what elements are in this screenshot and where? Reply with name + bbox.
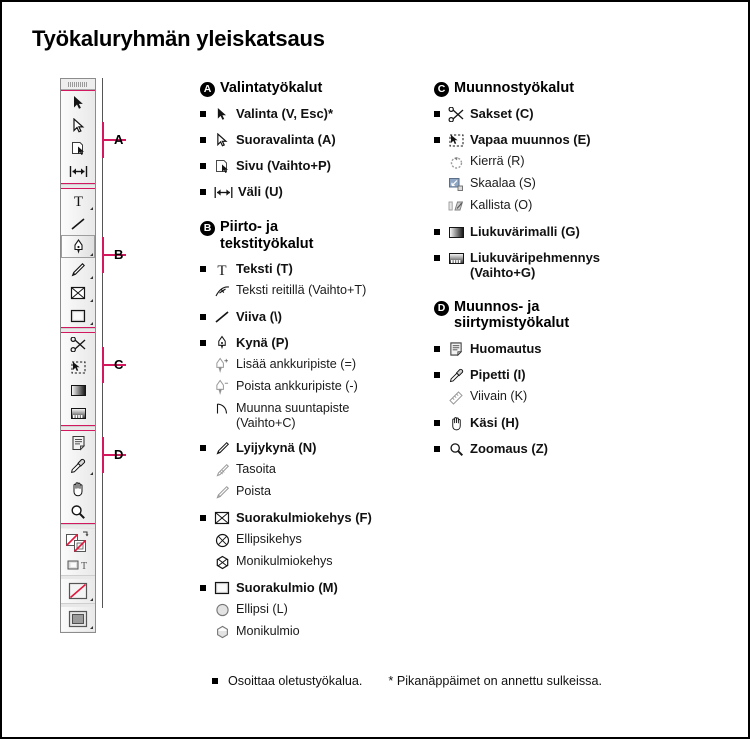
no-marker	[200, 461, 212, 475]
section-heading-c	[434, 80, 654, 97]
item-label: Sivu (Vaihto+P)	[236, 158, 331, 173]
item-label: Suoravalinta (A)	[236, 132, 336, 147]
list-item[interactable]	[200, 183, 415, 201]
no-marker	[434, 175, 446, 189]
panel-grip-handle[interactable]	[61, 79, 95, 90]
item-label: Huomautus	[470, 341, 542, 356]
default-tool-marker	[434, 366, 446, 380]
svg-text:T: T	[217, 262, 227, 277]
eyedropper-icon	[446, 366, 466, 384]
svg-text:T: T	[80, 561, 88, 572]
section-heading-a	[200, 80, 415, 97]
free-transform-tool-button[interactable]	[61, 356, 95, 379]
fill-stroke-icon	[65, 531, 91, 555]
section-badge-a: A	[200, 82, 215, 97]
scissors-icon	[70, 337, 87, 352]
scissors-icon	[446, 105, 466, 123]
no-marker	[200, 601, 212, 615]
list-item[interactable]	[200, 282, 415, 300]
list-item[interactable]	[200, 483, 415, 501]
note-icon	[446, 340, 466, 358]
line-tool-button[interactable]	[61, 212, 95, 235]
type-icon	[212, 260, 232, 278]
list-item[interactable]	[434, 340, 654, 358]
default-tool-marker	[434, 440, 446, 454]
item-label: Kierrä (R)	[470, 154, 525, 168]
section-items-b	[200, 260, 415, 641]
default-tool-marker	[200, 260, 212, 274]
section-title-a: Valintatyökalut	[220, 80, 323, 96]
scissors-tool-button[interactable]	[61, 333, 95, 356]
no-marker	[200, 378, 212, 392]
list-item[interactable]	[200, 623, 415, 641]
zoom-icon	[70, 504, 86, 520]
list-item[interactable]	[434, 249, 654, 281]
page-tool-icon	[71, 141, 86, 156]
list-item[interactable]	[434, 440, 654, 458]
tool-group-a	[61, 90, 95, 184]
pen-tool-button[interactable]	[61, 235, 95, 258]
gradient-swatch-icon	[446, 223, 466, 241]
list-item[interactable]	[200, 260, 415, 278]
section-title-b: Piirto- ja tekstityökalut	[220, 219, 314, 252]
list-item[interactable]	[200, 334, 415, 352]
tool-group-controls	[61, 528, 95, 632]
gradient-swatch-icon	[70, 384, 87, 397]
item-label: Ellipsikehys	[236, 532, 302, 547]
default-tool-marker	[200, 131, 212, 145]
default-tool-marker	[200, 157, 212, 171]
rectangle-frame-icon	[212, 509, 232, 527]
section-badge-c: C	[434, 82, 449, 97]
hand-icon	[70, 481, 86, 497]
default-tool-marker	[200, 439, 212, 453]
item-label: Vapaa muunnos (E)	[470, 132, 591, 147]
eyedropper-icon	[70, 458, 86, 474]
default-tool-marker	[434, 131, 446, 145]
default-tool-marker	[200, 509, 212, 523]
list-item[interactable]	[434, 388, 654, 406]
gap-tool-icon	[69, 165, 88, 178]
default-tool-marker	[434, 249, 446, 263]
note-icon	[71, 435, 86, 451]
legend-default-text: Osoittaa oletustyökalua.	[228, 674, 363, 688]
line-icon	[212, 308, 232, 326]
item-label: Lisää ankkuripiste (=)	[236, 357, 357, 372]
eyedropper-tool-button[interactable]	[61, 454, 95, 477]
selection-arrow-icon	[212, 105, 232, 123]
svg-text:+: +	[224, 357, 229, 366]
gradient-feather-tool-button[interactable]	[61, 402, 95, 425]
rectangle-tool-button[interactable]	[61, 304, 95, 327]
free-transform-icon	[446, 131, 466, 149]
list-item[interactable]	[434, 153, 654, 171]
list-item[interactable]	[434, 223, 654, 241]
no-marker	[434, 153, 446, 167]
section-heading-b	[200, 219, 415, 252]
pen-icon	[72, 239, 85, 255]
list-item[interactable]	[200, 356, 415, 374]
page-tool-icon	[212, 157, 232, 175]
formatting-affects-control[interactable]	[61, 557, 95, 575]
section-items-a	[200, 105, 415, 201]
default-tool-marker	[212, 678, 218, 684]
list-item[interactable]	[200, 131, 415, 149]
no-marker	[200, 623, 212, 637]
direct-selection-tool-button[interactable]	[61, 114, 95, 137]
item-label: Valinta (V, Esc)*	[236, 106, 334, 121]
no-marker	[434, 388, 446, 402]
no-marker	[200, 282, 212, 296]
free-transform-icon	[70, 360, 87, 375]
item-label: Lyijykynä (N)	[236, 440, 317, 456]
list-item[interactable]	[200, 553, 415, 571]
zoom-tool-button[interactable]	[61, 500, 95, 523]
section-title-c: Muunnostyökalut	[454, 80, 575, 96]
type-tool-button[interactable]	[61, 189, 95, 212]
item-label: Skaalaa (S)	[470, 176, 536, 190]
gap-tool-icon	[212, 183, 234, 201]
gap-tool-button[interactable]	[61, 160, 95, 183]
default-tool-marker	[200, 334, 212, 348]
fill-stroke-control[interactable]	[61, 529, 95, 557]
item-label: Suorakulmiokehys (F)	[236, 510, 372, 526]
polygon-frame-icon	[212, 553, 232, 571]
list-item[interactable]	[200, 601, 415, 619]
ellipse-icon	[212, 601, 232, 619]
list-item[interactable]	[434, 175, 654, 193]
tool-group-c	[61, 332, 95, 426]
default-tool-marker	[200, 105, 212, 119]
default-tool-marker	[200, 183, 212, 197]
item-label: Muunna suuntapiste (Vaihto+C)	[236, 401, 350, 431]
group-letter-b: B	[114, 247, 124, 262]
list-item[interactable]	[434, 131, 654, 149]
legend-column-right	[434, 80, 654, 458]
normal-preview-icon	[66, 609, 90, 629]
group-letter-c: C	[114, 357, 124, 372]
section-items-c	[434, 105, 654, 281]
pencil-icon	[212, 439, 232, 457]
screen-mode-control[interactable]	[61, 607, 95, 631]
item-label: Väli (U)	[238, 184, 283, 199]
hand-icon	[446, 414, 466, 432]
gradient-swatch-tool-button[interactable]	[61, 379, 95, 402]
no-marker	[200, 483, 212, 497]
no-marker	[200, 553, 212, 567]
list-item[interactable]	[200, 378, 415, 396]
no-marker	[200, 531, 212, 545]
default-tool-marker	[434, 414, 446, 428]
group-letter-d: D	[114, 447, 124, 462]
legend-footer	[212, 674, 602, 688]
apply-none-icon	[66, 581, 90, 601]
item-label: Teksti (T)	[236, 261, 293, 277]
item-label: Poista ankkuripiste (-)	[236, 379, 358, 394]
item-label: Viivain (K)	[470, 389, 528, 403]
section-items-d	[434, 340, 654, 458]
delete-anchor-point-icon	[212, 378, 232, 396]
no-marker	[434, 197, 446, 211]
default-tool-marker	[434, 105, 446, 119]
legend-column-left	[200, 80, 415, 641]
rectangle-frame-tool-button[interactable]	[61, 281, 95, 304]
polygon-icon	[212, 623, 232, 641]
item-label: Ellipsi (L)	[236, 602, 288, 617]
gradient-feather-icon	[70, 407, 87, 420]
list-item[interactable]	[200, 461, 415, 479]
item-label: Monikulmio	[236, 624, 300, 639]
selection-tool-button[interactable]	[61, 91, 95, 114]
list-item[interactable]	[200, 308, 415, 326]
item-label: Monikulmiokehys	[236, 554, 333, 569]
section-badge-b: B	[200, 221, 215, 236]
selection-arrow-icon	[72, 95, 85, 110]
erase-icon	[212, 483, 232, 501]
item-label: Pipetti (I)	[470, 367, 526, 382]
rectangle-frame-icon	[70, 286, 86, 300]
item-label: Kallista (O)	[470, 198, 533, 212]
default-tool-marker	[434, 223, 446, 237]
page-title: Työkaluryhmän yleiskatsaus	[32, 26, 325, 51]
shear-icon	[446, 197, 466, 215]
tools-panel-body	[60, 78, 96, 633]
default-tool-marker	[200, 579, 212, 593]
note-tool-button[interactable]	[61, 431, 95, 454]
tool-group-b	[61, 188, 95, 328]
item-label: Liukuvärimalli (G)	[470, 224, 580, 239]
formatting-affects-icon	[65, 559, 91, 573]
list-item[interactable]	[434, 366, 654, 384]
group-letter-a: A	[114, 132, 124, 147]
tool-group-d	[61, 430, 95, 524]
item-label: Liukuväripehmennys (Vaihto+G)	[470, 250, 601, 281]
section-badge-d: D	[434, 301, 449, 316]
list-item[interactable]	[434, 197, 654, 215]
list-item[interactable]	[200, 509, 415, 527]
list-item[interactable]	[434, 105, 654, 123]
list-item[interactable]	[434, 414, 654, 432]
smooth-icon	[212, 461, 232, 479]
svg-text:T: T	[73, 194, 83, 208]
pencil-icon	[70, 262, 86, 278]
item-label: Suorakulmio (M)	[236, 580, 338, 596]
list-item[interactable]	[200, 400, 415, 431]
scale-icon	[446, 175, 466, 193]
gradient-feather-icon	[446, 249, 466, 267]
section-title-d: Muunnos- ja siirtymistyökalut	[454, 298, 570, 332]
zoom-icon	[446, 440, 466, 458]
direct-selection-arrow-icon	[72, 118, 85, 133]
item-label: Kynä (P)	[236, 335, 289, 351]
item-label: Poista	[236, 484, 272, 499]
no-marker	[200, 356, 212, 370]
rotate-icon	[446, 153, 466, 171]
legend-shortcut-text: * Pikanäppäimet on annettu sulkeissa.	[388, 674, 602, 688]
item-label: Teksti reitillä (Vaihto+T)	[236, 283, 367, 298]
no-marker	[200, 400, 212, 414]
list-item[interactable]	[200, 157, 415, 175]
rectangle-icon	[70, 309, 86, 323]
page-tool-button[interactable]	[61, 137, 95, 160]
convert-direction-point-icon	[212, 400, 232, 418]
ellipse-frame-icon	[212, 531, 232, 549]
pencil-tool-button[interactable]	[61, 258, 95, 281]
direct-selection-arrow-icon	[212, 131, 232, 149]
item-label: Käsi (H)	[470, 415, 520, 430]
item-label: Zoomaus (Z)	[470, 441, 548, 456]
measure-icon	[446, 388, 466, 406]
list-item[interactable]	[200, 439, 415, 457]
type-on-path-icon	[212, 282, 232, 300]
section-heading-d	[434, 299, 654, 332]
default-tool-marker	[434, 340, 446, 354]
list-item[interactable]	[200, 579, 415, 597]
type-icon	[71, 193, 86, 208]
item-label: Sakset (C)	[470, 106, 534, 121]
hand-tool-button[interactable]	[61, 477, 95, 500]
list-item[interactable]	[200, 531, 415, 549]
list-item[interactable]	[200, 105, 415, 123]
apply-none-control[interactable]	[61, 579, 95, 603]
rectangle-icon	[212, 579, 232, 597]
add-anchor-point-icon	[212, 356, 232, 374]
line-icon	[70, 217, 86, 231]
item-label: Tasoita	[236, 462, 276, 477]
pen-icon	[212, 334, 232, 352]
default-tool-marker	[200, 308, 212, 322]
item-label: Viiva (\)	[236, 309, 283, 325]
tools-panel[interactable]	[60, 78, 96, 633]
